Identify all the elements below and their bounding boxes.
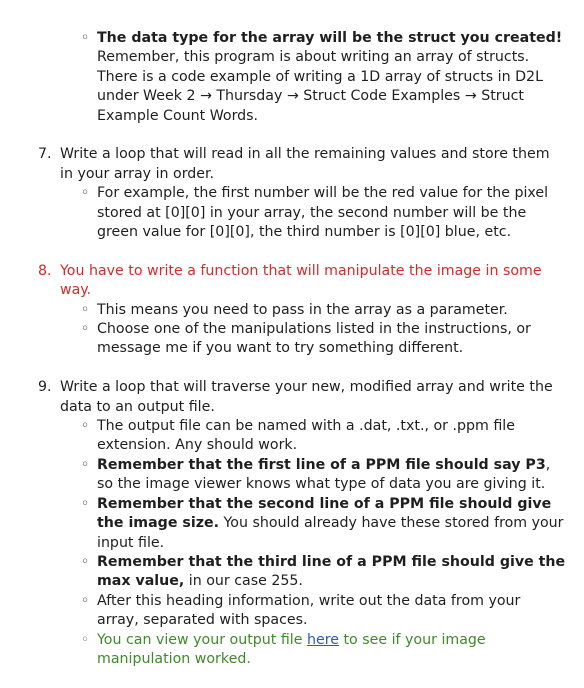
list-item — [0, 456, 584, 495]
list-item — [0, 495, 584, 553]
instructions-document — [0, 29, 584, 669]
list-item-text: You should already have these stored from your input file. — [97, 515, 564, 551]
step-9 — [0, 378, 584, 417]
bullet-icon: ◦ — [80, 418, 90, 435]
bullet-icon: ◦ — [80, 631, 90, 648]
list-item-text: You can view your output file — [97, 631, 307, 648]
list-item-text: in our case 255. — [184, 573, 303, 590]
struct-type-detail: Remember, this program is about writing an array of structs. There is a code example of writing a 1D array of structs in D2L under Week 2 → Thursday → Struct Code Examples → Struct Example Count Words. — [97, 49, 543, 124]
bullet-icon: ◦ — [80, 553, 90, 570]
step-number: 9. — [38, 379, 52, 396]
bullet-icon: ◦ — [80, 321, 90, 338]
bullet-icon: ◦ — [80, 495, 90, 512]
list-item — [0, 417, 584, 456]
list-item-text: to see if your image manipulation worked. — [97, 631, 486, 667]
bullet-icon: ◦ — [80, 592, 90, 609]
step-number: 7. — [38, 146, 52, 163]
step-8 — [0, 262, 584, 301]
list-item-text: This means you need to pass in the array as a parameter. — [97, 301, 508, 318]
step-number: 8. — [38, 262, 52, 279]
list-item — [0, 301, 584, 320]
list-item-text: , so the image viewer knows what type of data you are giving it. — [97, 456, 551, 493]
step-7 — [0, 145, 584, 184]
list-item-bold: Remember that the second line of a PPM file should give the image size. — [97, 495, 552, 532]
step-text: Write a loop that will read in all the remaining values and store them in your array in order. — [60, 146, 550, 182]
output-viewer-link[interactable]: here — [306, 631, 339, 648]
bullet-icon: ◦ — [80, 456, 90, 473]
list-item — [0, 631, 584, 670]
list-item-bold: Remember that the first line of a PPM file should say P3 — [97, 456, 546, 473]
list-item-text: The output file can be named with a .dat, .txt., or .ppm file extension. Any should work. — [97, 418, 515, 454]
list-item — [0, 184, 584, 242]
list-item-text: Choose one of the manipulations listed in the instructions, or message me if you want to try something different. — [97, 321, 531, 357]
list-item — [0, 29, 584, 126]
list-item — [0, 320, 584, 359]
struct-type-note: The data type for the array will be the struct you created! — [97, 30, 563, 46]
bullet-icon: ◦ — [80, 185, 90, 202]
bullet-icon: ◦ — [80, 301, 90, 318]
step-text: You have to write a function that will manipulate the image in some way. — [60, 262, 542, 299]
list-item-text: After this heading information, write out the data from your array, separated with spaces. — [97, 592, 521, 629]
list-item — [0, 592, 584, 631]
list-item-text: For example, the first number will be the red value for the pixel stored at [0][0] in your array, the second number will be the green value for [0][0], the third number is [0][0] blue, etc. — [97, 185, 549, 241]
list-item — [0, 553, 584, 592]
bullet-icon: ◦ — [80, 30, 90, 46]
step-text: Write a loop that will traverse your new, modified array and write the data to an output file. — [60, 379, 553, 415]
list-item-bold: Remember that the third line of a PPM file should give the max value, — [97, 553, 566, 590]
